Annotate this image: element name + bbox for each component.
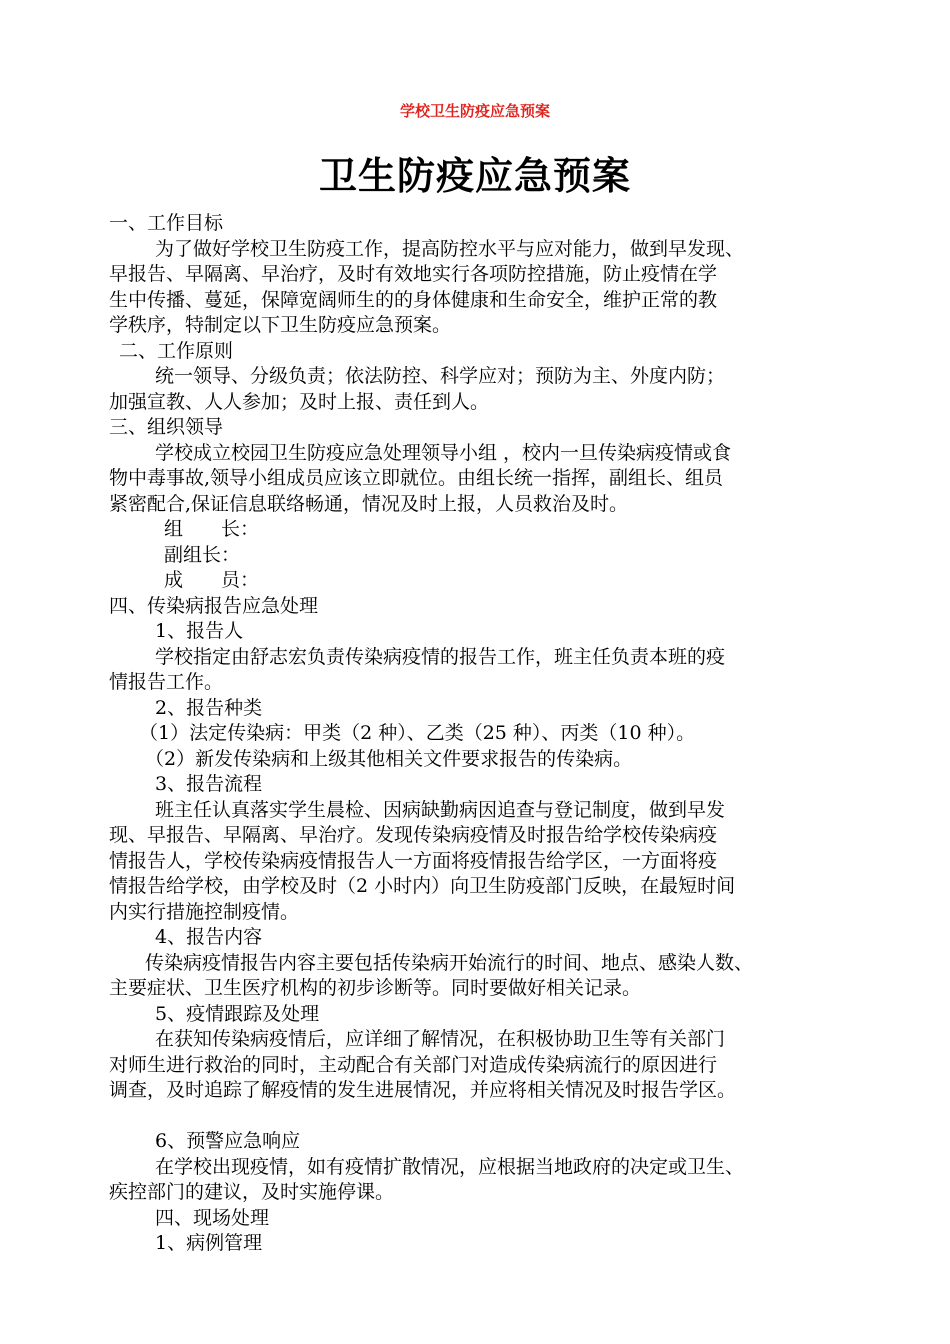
section-heading: 三、组织领导 xyxy=(109,416,224,438)
paragraph-line: 生中传播、蔓延，保障宽阔师生的的身体健康和生命安全，维护正常的教 xyxy=(109,288,718,311)
subsection-heading: 1、报告人 xyxy=(155,620,244,642)
subsection-heading: 1、病例管理 xyxy=(155,1232,263,1254)
paragraph-line: 班主任认真落实学生晨检、因病缺勤病因追查与登记制度，做到早发 xyxy=(155,798,726,821)
paragraph-line: 统一领导、分级负责；依法防控、科学应对；预防为主、外度内防； xyxy=(155,365,726,387)
paragraph-line: 在获知传染病疫情后，应详细了解情况，在积极协助卫生等有关部门 xyxy=(155,1028,726,1050)
paragraph-line: 情报告给学校，由学校及时（2 小时内）向卫生防疫部门反映，在最短时间 xyxy=(109,875,736,897)
paragraph-line: 为了做好学校卫生防疫工作，提高防控水平与应对能力，做到早发现、 xyxy=(155,237,745,260)
list-item: （1）法定传染病：甲类（2 种）、乙类（25 种）、丙类（10 种）。 xyxy=(139,722,696,744)
paragraph-line: 现、早报告、早隔离、早治疗。发现传染病疫情及时报告给学校传染病疫 xyxy=(109,824,718,846)
document-header-title: 学校卫生防疫应急预案 xyxy=(399,102,550,120)
page-title: 卫生防疫应急预案 xyxy=(318,154,631,198)
document-body xyxy=(109,211,849,1257)
subsection-heading: 6、预警应急响应 xyxy=(155,1130,301,1152)
paragraph-line: 情报告人，学校传染病疫情报告人一方面将疫情报告给学区，一方面将疫 xyxy=(109,849,718,872)
paragraph-line: 加强宣教、人人参加；及时上报、责任到人。 xyxy=(109,390,490,413)
section-heading: 一、工作目标 xyxy=(109,212,224,234)
subsection-heading: 4、报告内容 xyxy=(155,926,263,948)
section-heading: 四、传染病报告应急处理 xyxy=(109,594,319,617)
section-heading: 二、工作原则 xyxy=(119,339,234,362)
paragraph-line: 早报告、早隔离、早治疗，及时有效地实行各项防控措施，防止疫情在学 xyxy=(109,263,718,285)
role-line-leader: 组 长： xyxy=(164,518,260,540)
role-line-members: 成 员： xyxy=(164,569,260,591)
role-line-deputy: 副组长： xyxy=(164,543,241,566)
subsection-heading: 5、疫情跟踪及处理 xyxy=(155,1002,320,1025)
section-heading: 四、现场处理 xyxy=(155,1206,270,1229)
paragraph-line: 调查，及时追踪了解疫情的发生进展情况，并应将相关情况及时报告学区。 xyxy=(109,1079,737,1101)
subsection-heading: 3、报告流程 xyxy=(155,773,263,795)
paragraph-line: 学校指定由舒志宏负责传染病疫情的报告工作，班主任负责本班的疫 xyxy=(155,645,726,668)
paragraph-line: 疾控部门的建议，及时实施停课。 xyxy=(109,1181,395,1203)
paragraph-line: 学秩序，特制定以下卫生防疫应急预案。 xyxy=(109,314,452,336)
paragraph-line: 紧密配合,保证信息联络畅通，情况及时上报，人员救治及时。 xyxy=(109,492,629,515)
paragraph-line: 主要症状、卫生医疗机构的初步诊断等。同时要做好相关记录。 xyxy=(109,977,642,999)
paragraph-line: 学校成立校园卫生防疫应急处理领导小组 ，校内一旦传染病疫情或食 xyxy=(155,441,732,464)
subsection-heading: 2、报告种类 xyxy=(155,696,263,719)
paragraph-line: 传染病疫情报告内容主要包括传染病开始流行的时间、地点、感染人数、 xyxy=(145,951,754,974)
blank-line xyxy=(109,1104,849,1130)
list-item: （2）新发传染病和上级其他相关文件要求报告的传染病。 xyxy=(145,747,633,770)
paragraph-line: 内实行措施控制疫情。 xyxy=(109,900,300,923)
paragraph-line: 物中毒事故,领导小组成员应该立即就位。由组长统一指挥，副组长、组员 xyxy=(109,467,724,489)
paragraph-line: 对师生进行救治的同时，主动配合有关部门对造成传染病流行的原因进行 xyxy=(109,1053,718,1076)
paragraph-line: 情报告工作。 xyxy=(109,671,224,693)
paragraph-line: 在学校出现疫情，如有疫情扩散情况，应根据当地政府的决定或卫生、 xyxy=(155,1155,745,1178)
